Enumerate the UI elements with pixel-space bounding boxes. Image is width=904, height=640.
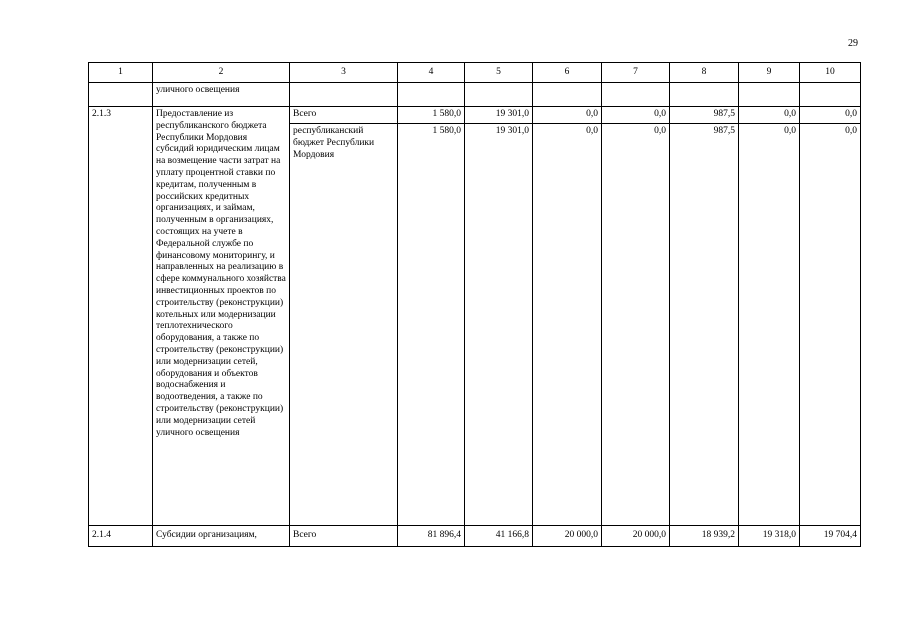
- value-cell: 0,0: [800, 107, 861, 124]
- table-cell: [465, 83, 533, 107]
- table-row-continuation: [89, 83, 861, 107]
- value-cell: 20 000,0: [602, 526, 670, 547]
- item-description: Субсидии организациям,: [153, 526, 290, 547]
- column-header: 3: [290, 63, 398, 83]
- funding-source: Всего: [290, 107, 398, 124]
- value-cell: 18 939,2: [670, 526, 739, 547]
- header-row: [89, 63, 861, 83]
- funding-source: Всего: [290, 526, 398, 547]
- table-cell: [290, 83, 398, 107]
- value-cell: 1 580,0: [398, 107, 465, 124]
- column-header: 4: [398, 63, 465, 83]
- value-cell: 19 301,0: [465, 107, 533, 124]
- value-cell: 0,0: [800, 124, 861, 526]
- column-header: 2: [153, 63, 290, 83]
- table-row: [89, 526, 861, 547]
- table-cell: [398, 83, 465, 107]
- item-description: Предоставление из республиканского бюджета Республики Мордовия субсидий юридическим лицам на возмещение части затрат на уплату процентной ставки по кредитам, полученным в российских кредитных организациях, и займам, полученным в организациях, состоящих на учете в Федеральной службе по финансовому мониторингу, и направленных на реализацию в сфере коммунального хозяйства инвестиционных проектов по строительству (реконструкции) котельных или модернизации теплотехнического оборудования, а также по строительству (реконструкции) или модернизации сетей, оборудования и объектов водоснабжения и водоотведения, а также по строительству (реконструкции) или модернизации сетей уличного освещения: [153, 107, 290, 526]
- column-header: 10: [800, 63, 861, 83]
- value-cell: 0,0: [602, 124, 670, 526]
- column-header: 7: [602, 63, 670, 83]
- item-code: 2.1.3: [89, 107, 153, 526]
- column-header: 1: [89, 63, 153, 83]
- value-cell: 0,0: [739, 124, 800, 526]
- table-cell: [739, 83, 800, 107]
- value-cell: 41 166,8: [465, 526, 533, 547]
- value-cell: 987,5: [670, 124, 739, 526]
- column-header: 8: [670, 63, 739, 83]
- value-cell: 19 301,0: [465, 124, 533, 526]
- table-cell: [533, 83, 602, 107]
- table-row: [89, 107, 861, 124]
- value-cell: 20 000,0: [533, 526, 602, 547]
- value-cell: 0,0: [602, 107, 670, 124]
- table-cell: [89, 83, 153, 107]
- value-cell: 19 318,0: [739, 526, 800, 547]
- budget-table: [88, 62, 861, 547]
- column-header: 5: [465, 63, 533, 83]
- value-cell: 0,0: [533, 107, 602, 124]
- item-code: 2.1.4: [89, 526, 153, 547]
- value-cell: 0,0: [739, 107, 800, 124]
- value-cell: 0,0: [533, 124, 602, 526]
- column-header: 9: [739, 63, 800, 83]
- value-cell: 987,5: [670, 107, 739, 124]
- continuation-description: уличного освещения: [153, 83, 290, 107]
- value-cell: 81 896,4: [398, 526, 465, 547]
- value-cell: 19 704,4: [800, 526, 861, 547]
- column-header: 6: [533, 63, 602, 83]
- page-number: 29: [848, 38, 858, 49]
- table-cell: [800, 83, 861, 107]
- value-cell: 1 580,0: [398, 124, 465, 526]
- table-cell: [670, 83, 739, 107]
- table-cell: [602, 83, 670, 107]
- funding-source: республиканский бюджет Республики Мордовия: [290, 124, 398, 526]
